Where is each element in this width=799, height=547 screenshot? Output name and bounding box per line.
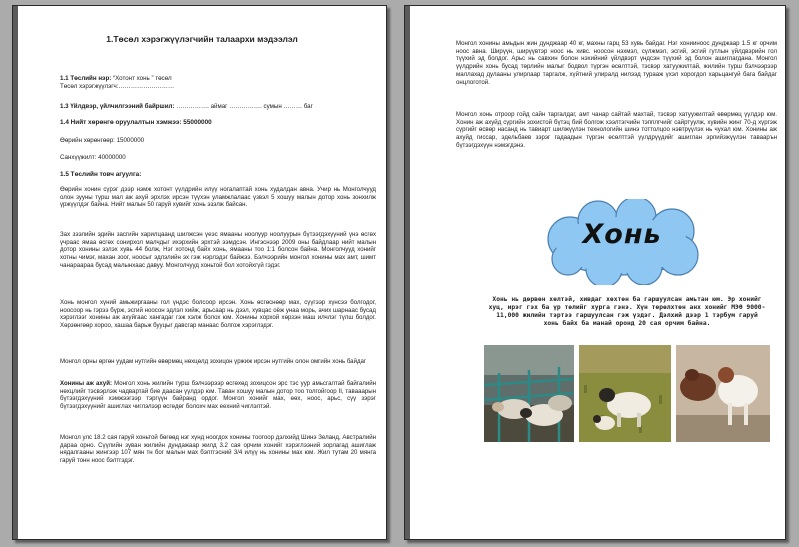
paragraph-5 [60,380,376,411]
investment-heading: 1.4 Нийт хөрөнгө оруулалтын хэмжээ: 55000000 [60,119,212,126]
cloud-word: Хонь [582,219,662,250]
document-title: 1.Төсөл хэрэгжүүлэгчийн талаархи мэдээлэл [106,34,298,44]
implementer-line: Төсөл хэрэгжүүлэгч:……………………… [60,83,175,90]
paragraph-6: Монгол улс 18.2 сая гаруй хоньтой бөгөөд нэг хүнд ноогдох хонины тоогоор дэлхийд Шинэ Зеланд, Австралийн дараа орно. Сүүлийн зуван жилийн дундажаар жилд 3.2 сая орчим хонийг хэрэглээний зорлагад ашиглаж нядалгааны жингээр 107 мян тн бог малын мах бэлтгэсний 3/4 илүү нь хонины мах юм. Жил тутам 20 мянга гаруй тонн ноос бэлтгэдэг. [60,434,376,465]
project-name-label: 1.1 Төслийн нэр: [60,75,112,82]
project-name-value: “Хотонт хонь ” төсөл [113,75,172,82]
paragraph-2: Зах зээлийн эдийн засгийн харилцаанд шилжсэн үеэс ямааны ноолуур ноолуурын бүтээгдэхүүний үнэ өсгөх үчраас ямаа өсгөх сонирхол малчдыг ихэрхийн эрхтэй ээмдсэн. Ингэснээр 2009 оны байдлаар нийт малын дотор хонины эзлэх хувь 44 болж, Нэг хотонд байх хонь, ямааны тоо 1:1 болсон байна. Монголчууд хонийг хотны чимэг, махан зоог, ноосыг эдлэлийн эх гэж нэрлэдэг байжээ. Бэлчээрийн монгол хонины мах амт, шимт чанараараа бусад малынхаас давуу. Монголчууд хоньтой бол хотойхгүй гэдэг. [60,231,376,269]
own-capital-line: Өөрийн хөрөнгөөр: 15000000 [60,137,145,144]
paragraph-4: Монгол орны өргөн уудам нутгийн өвөрмөц нөхцөлд зохицон үржиж ирсэн нутгийн олон омгийн хонь байдаг [60,358,367,365]
sheep-closeup-photo-icon [676,345,770,442]
cloud-callout [540,199,704,285]
market-label: Хонины аж ахуй: [60,380,112,387]
paragraph-5-text: Монгол хонь жилийн турш бэлчээрээр өсгөхөд зохицсон эрс тэс уур амьсгалтай байгалийн нөхцлийг тэсвэрлэж чадвартай бие даасан үүлдэр юм. Таван хошуу малын дотор тоо толгойгоор II, тавааарын бүтээгдэхүүний хэмжээгээр тэргүүн байранд ордог. Монгол хонийг мах, өөх, ноос, арьс, сүү зэрэг бүтээгдэхүүнийг ашиглах чиглэлээр өсгөдөг болохч мах ееxний чиглэлтэй. [60,380,376,411]
sheep-caption: Хонь нь дөрвөн хөлтэй, хивдаг хөхтөн ба гаршуулсан амьтан юм. Эр хонийг хуц, ирэг гэх ба үр төлийг хурга гэнэ. Хүн төрөлхтөн анх хонийг МЭӨ 9000-11,000 жилийн тэртээ гаршуулсан гэж үздэг. Дэлхий дээр 1 тэрбум гаруй хонь байх ба манай оронд 20 сая орчим байна. [488,296,766,327]
document-page-left [12,5,387,540]
document-page-right [404,5,786,540]
right-paragraph-2: Монгол хонь отроор гойд сайн таргалдаг, амт чанар сайтай махтай, тэсвэр хатуужилтай өвөрмөц үүлдэр юм. Хонин аж ахуйд сүргийн зохистой бүтэц бий болгож хээлтэгчийн тэпплгчийг сайртуулж, хувийн жинг 70-д хүргэж сүргийг өсвөр насанд нь тавиарт шилжүүлэн технологийн шинэ тоттолцоо нэвтрүүлэх нь чухал юм. Хонины аж ахуйд гиссар, эдельбаев зэрэг гадаадын түргэн өсөлттэй үүлдрүүдийг ашиглан эрлийзжүүлэн таваарън бүтээгдэхүүн нэмэгдэнэ. [456,111,777,149]
location-label: 1.3 Үйлдвэр, үйлчилгээний байршил: [60,103,175,110]
location-value: ……………. аймаг ……………. сумын ……… баг [176,103,313,110]
location-line [60,103,372,111]
loan-line: Санхүүжилт: 40000000 [60,154,126,161]
paragraph-1: Өөрийн хонин сүрэг дээр нэмж хотонт үүлдрийн илүү ногалаптай хонь худалдан авна. Учир нь Монголчууд олон зууны турш мал аж ахуй эрхлэх ирсэн түүхэн уламжлалаас үзвэл 5 хошуу малын дотор хонь зонхилж үржүүлдэг байна. Нийт малын 50 гаруй хувийг хонь эзэлж байсан. [60,186,376,209]
summary-heading: 1.5 Төслийн товч агуулга: [60,171,142,178]
paragraph-3: Хонь монгол хүний амьжиргааны гол үндэс болсоор ирсэн. Хонь өсгөснөөр мах, сүүгээр хүнсээ болгодог, ноосоор нь гэрээ бүрж, эсгий ноосон эдлэл хийж, арьсаар нь дээл, хувцас оёж унаа морь, ачих шарнаас бусад хэрэглээг хонины аж ахуйгаас хангадаг гэж хэлж болох юм. Хонины хорхой хөрзэн маш илчлэг түлш болдог. Хөрзөнгөөр хороо, хашаа барьж бууцыг давсгар манаас болгож хэрэглэдэг. [60,299,376,330]
sheep-pen-photo-icon [484,345,574,442]
project-name-line [60,75,372,83]
sheep-grass-photo-icon [579,345,671,442]
right-paragraph-1: Монгол хонины амьдын жин дунджаар 40 кг, махны гарц 53 хувь байдаг. Нэг хонииноос дунджаар 1.5 кг орчим ноос авна. Ширүүн, ширүүвтэр ноос нь хивс. ноосон нэхмэл, сүлжмэл, эсгий, эсгий гутлын үйлдвэрийн гол түүхий эд болдог. Арьс нь савхин болон нэхийний үйлдвэрт үндсэн түүхий эд болон ашиглагдана. Монгол үүлдрийн хонь бусад төрлийн малыг бодвол түргэн өсөлттэй, тэсвэр хатуужилтай, жилийн турш бэлчээрээр маллахад дулааны улирлаар таргалж, хүйтний улиралд нилээд турааж үхэл хорогдол харьцангуй бага байдаг онцлоготой. [456,40,777,86]
